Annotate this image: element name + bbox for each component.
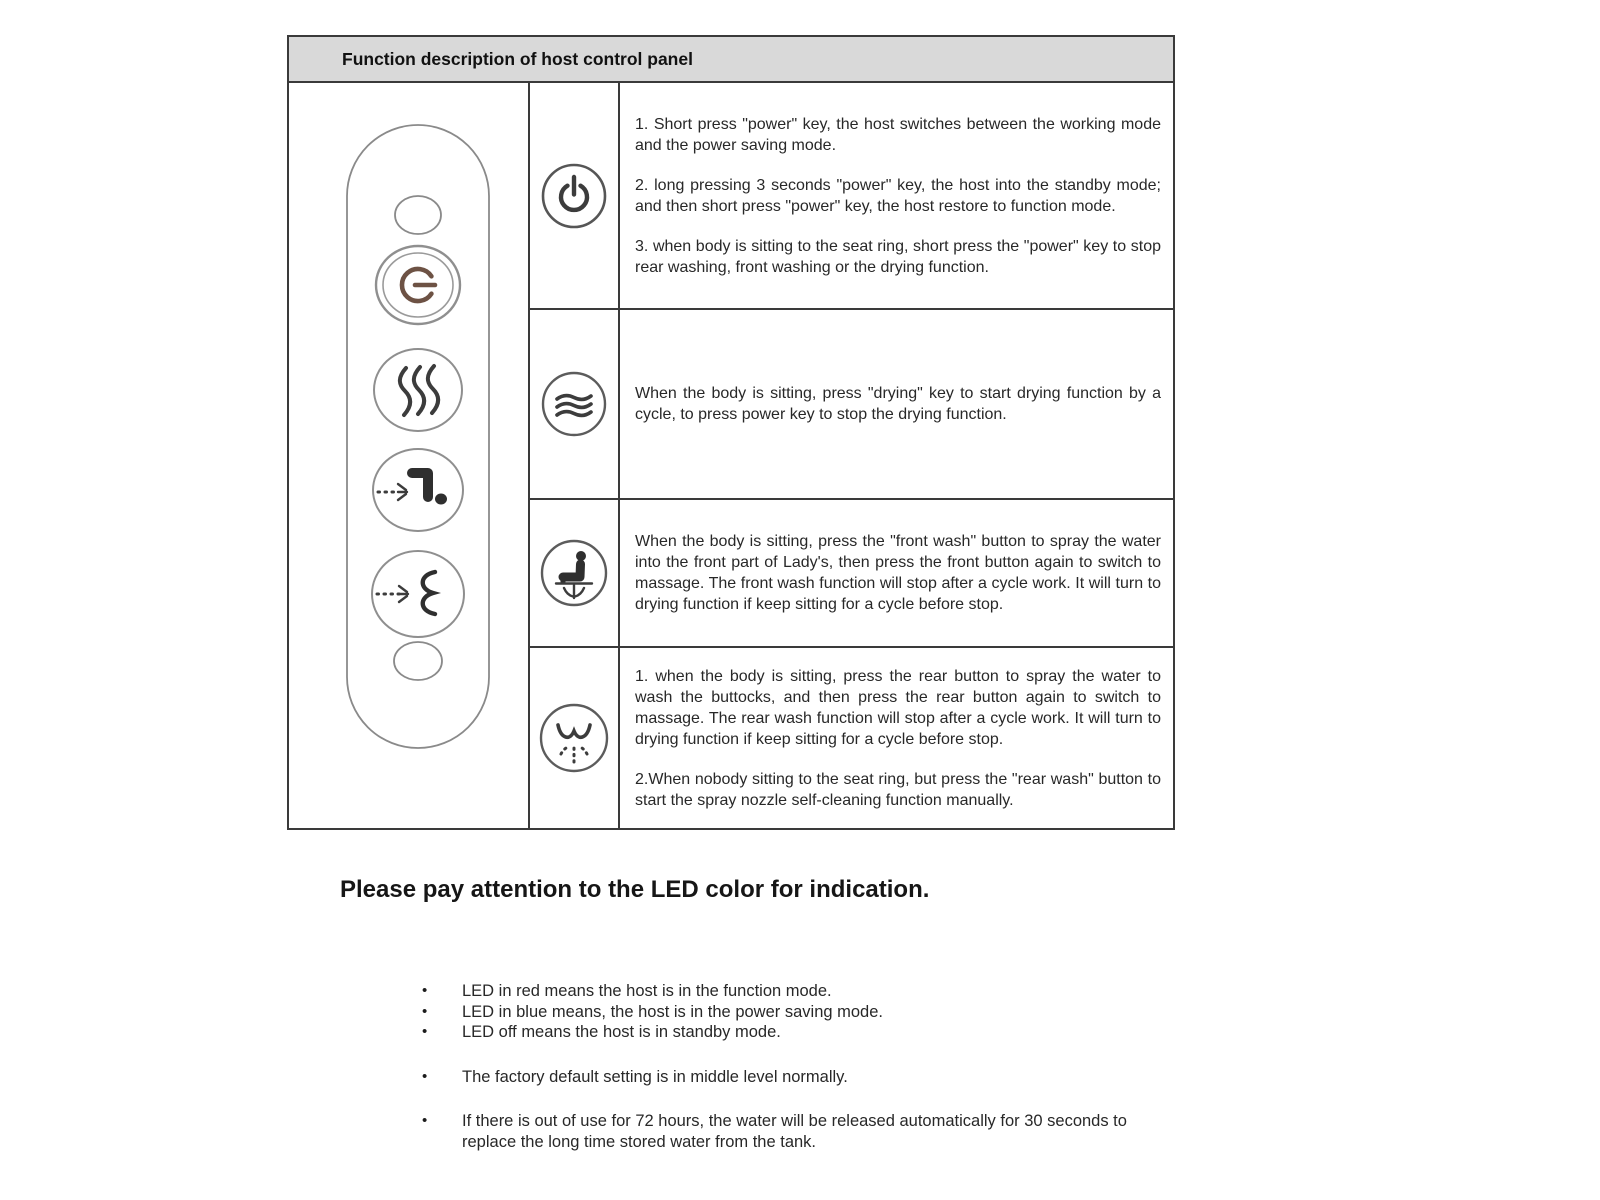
bullet-group-default-setting xyxy=(422,1067,1177,1088)
bullet-icon: • xyxy=(422,982,428,999)
list-item-text: If there is out of use for 72 hours, the water will be released automatically for 30 seconds to replace the long time stored water from the tank. xyxy=(462,1112,1127,1151)
paragraph: 1. Short press "power" key, the host switches between the working mode and the power saving mode. xyxy=(635,115,1161,154)
paragraph: 1. when the body is sitting, press the rear button to spray the water to wash the buttocks, and then press the rear button again to switch to massage. The rear wash function will stop after a cycle work. It will turn to drying function if keep sitting for a cycle before stop. xyxy=(635,667,1161,748)
list-item-text: LED in red means the host is in the function mode. xyxy=(462,982,832,1000)
drying-button xyxy=(374,349,462,431)
power-icon xyxy=(402,269,435,301)
table-body xyxy=(289,83,1173,828)
led-bullet-list xyxy=(422,981,1177,1176)
table-rows xyxy=(530,83,1173,828)
table-row-power xyxy=(530,83,1173,310)
function-table xyxy=(287,35,1175,830)
rear-wash-icon xyxy=(536,700,612,776)
paragraph: 2.When nobody sitting to the seat ring, but press the "rear wash" button to start the spray nozzle self-cleaning function manually. xyxy=(635,770,1161,809)
power-description xyxy=(620,83,1173,308)
bullet-group-led-colors xyxy=(422,981,1177,1043)
list-item xyxy=(422,1111,1177,1152)
table-row-front-wash xyxy=(530,500,1173,648)
list-item-text: The factory default setting is in middle level normally. xyxy=(462,1067,848,1086)
drying-description xyxy=(620,310,1173,498)
bullet-icon: • xyxy=(422,1023,428,1040)
table-title: Function description of host control panel xyxy=(289,37,1173,83)
remote-control-drawing xyxy=(289,83,530,828)
seat-sensor-dot xyxy=(394,642,442,680)
list-item xyxy=(422,1067,1177,1088)
power-icon xyxy=(539,161,609,231)
front-wash-icon-cell xyxy=(530,500,620,646)
control-panel-illustration xyxy=(289,83,530,828)
front-wash-icon xyxy=(378,473,447,505)
table-row-rear-wash xyxy=(530,648,1173,828)
paragraph: When the body is sitting, press "drying" key to start drying function by a cycle, to press power key to stop the drying function. xyxy=(635,385,1161,423)
paragraph: 3. when body is sitting to the seat ring, short press the "power" key to stop rear washing, front washing or the drying function. xyxy=(635,237,1161,276)
led-section-heading: Please pay attention to the LED color for indication. xyxy=(340,876,930,903)
bullet-group-water-release xyxy=(422,1111,1177,1152)
remote-body-outline xyxy=(347,125,489,748)
front-wash-button xyxy=(373,449,463,531)
rear-wash-description xyxy=(620,648,1173,828)
paragraph: When the body is sitting, press the "front wash" button to spray the water into the front part of Lady's, then press the front button again to switch to massage. The front wash function will stop after a cycle work. It will turn to drying function if keep sitting for a cycle before stop. xyxy=(635,533,1161,613)
list-item xyxy=(422,981,1177,1002)
list-item xyxy=(422,1022,1177,1043)
rear-wash-button xyxy=(372,551,464,637)
front-wash-description xyxy=(620,500,1173,646)
list-item xyxy=(422,1002,1177,1023)
front-wash-icon xyxy=(537,536,611,610)
bullet-icon: • xyxy=(422,1067,428,1085)
list-item-text: LED off means the host is in standby mode. xyxy=(462,1023,781,1041)
bullet-icon: • xyxy=(422,1002,428,1020)
rear-wash-icon xyxy=(377,572,435,614)
drying-icon xyxy=(400,366,438,415)
drying-icon xyxy=(539,369,609,439)
rear-wash-icon-cell xyxy=(530,648,620,828)
bullet-icon: • xyxy=(422,1112,428,1129)
led-indicator xyxy=(395,196,441,234)
power-icon-cell xyxy=(530,83,620,308)
drying-icon-cell xyxy=(530,310,620,498)
table-row-drying xyxy=(530,310,1173,500)
paragraph: 2. long pressing 3 seconds "power" key, the host into the standby mode; and then short press "power" key, the host restore to function mode. xyxy=(635,176,1161,215)
list-item-text: LED in blue means, the host is in the power saving mode. xyxy=(462,1002,883,1021)
power-button xyxy=(376,246,460,324)
